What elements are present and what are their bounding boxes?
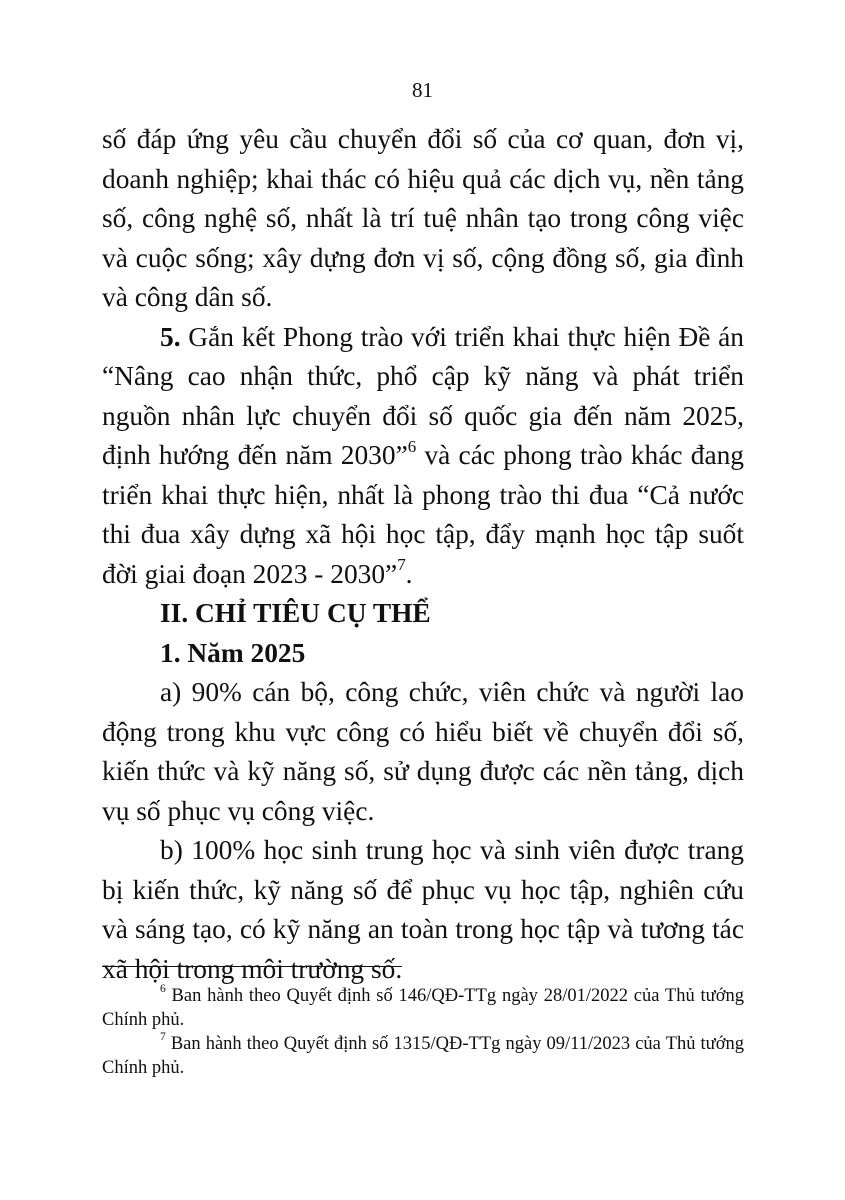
paragraph-text: Gắn kết Phong trào với triển khai thực hiện Đề án “Nâng cao nhận thức, phổ cập kỹ năng và phát triển nguồn nhân lực chuyển đổi số quốc gia đến năm 2025, định hướng đến năm 2030” [102, 321, 744, 470]
paragraph-text: . [405, 558, 413, 589]
footnote-text: Ban hành theo Quyết định số 1315/QĐ-TTg ngày 09/11/2023 của Thủ tướng Chính phủ. [102, 1034, 744, 1078]
footnote-ref-7: 7 [397, 555, 406, 575]
paragraph-item-5 [102, 318, 744, 595]
subsection-heading: 1. Năm 2025 [160, 637, 306, 668]
footnote-separator [102, 966, 402, 967]
list-item-b: b) 100% học sinh trung học và sinh viên được trang bị kiến thức, kỹ năng số để phục vụ học tập, nghiên cứu và sáng tạo, có kỹ năng an toàn trong học tập và tương tác xã hội trong môi trường số. [102, 835, 744, 984]
footnote-6 [102, 984, 744, 1032]
paragraph-continuation: số đáp ứng yêu cầu chuyển đổi số của cơ quan, đơn vị, doanh nghiệp; khai thác có hiệu quả các dịch vụ, nền tảng số, công nghệ số, nhất là trí tuệ nhân tạo trong công việc và cuộc sống; xây dựng đơn vị số, cộng đồng số, gia đình và công dân số. [102, 124, 744, 312]
footnote-7 [102, 1032, 744, 1080]
footnotes [102, 984, 744, 1080]
section-heading: II. CHỈ TIÊU CỤ THỂ [160, 598, 431, 628]
footnote-number: 6 [160, 982, 166, 995]
list-item-a: a) 90% cán bộ, công chức, viên chức và người lao động trong khu vực công có hiểu biết về chuyển đổi số, kiến thức và kỹ năng số, sử dụng được các nền tảng, dịch vụ số phục vụ công việc. [102, 677, 744, 826]
footnote-text: Ban hành theo Quyết định số 146/QĐ-TTg ngày 28/01/2022 của Thủ tướng Chính phủ. [102, 986, 744, 1030]
paragraph-text: và các phong trào khác đang triển khai thực hiện, nhất là phong trào thi đua “Cả nước thi đua xây dựng xã hội học tập, đẩy mạnh học tập suốt đời giai đoạn 2023 - 2030” [102, 440, 745, 589]
body-text [102, 120, 744, 989]
footnote-number: 7 [160, 1030, 166, 1043]
item-number: 5. [160, 321, 181, 352]
footnote-ref-6: 6 [407, 436, 417, 456]
page-number: 81 [412, 78, 433, 102]
